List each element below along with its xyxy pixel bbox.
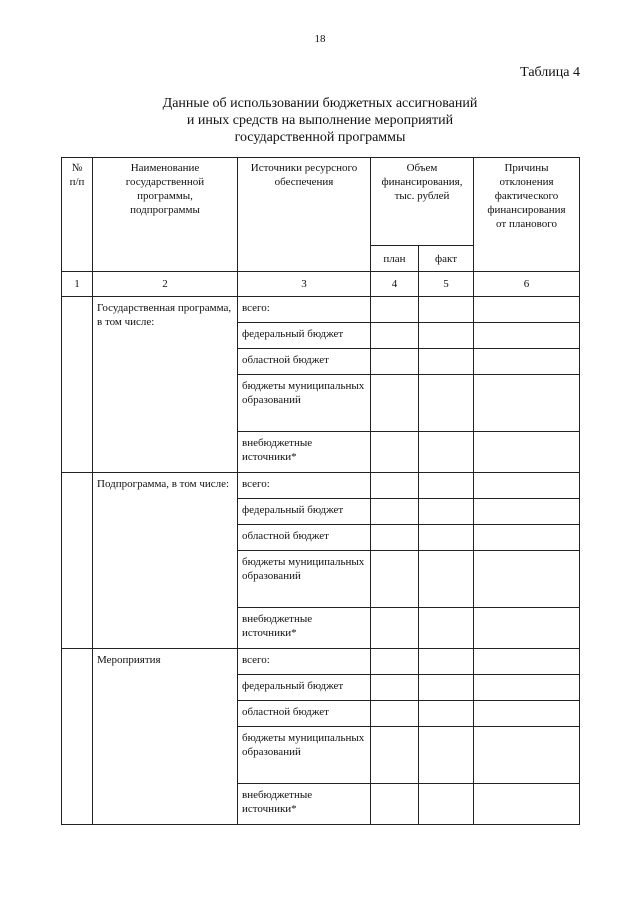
source-label: внебюджетные источники* (238, 784, 371, 825)
reason-cell[interactable] (474, 323, 580, 349)
plan-cell[interactable] (371, 608, 419, 649)
activities-name: Мероприятия (93, 649, 238, 825)
column-number: 5 (419, 272, 474, 297)
reason-cell[interactable] (474, 784, 580, 825)
header-plan: план (371, 246, 419, 272)
column-number: 6 (474, 272, 580, 297)
table-row (62, 297, 580, 323)
header-volume-label: Объем финансирования, тыс. рублей (381, 162, 463, 202)
source-label: федеральный бюджет (238, 675, 371, 701)
source-label: областной бюджет (238, 525, 371, 551)
header-fact: факт (419, 246, 474, 272)
header-sources (238, 158, 371, 272)
row-number-cell (62, 297, 93, 473)
fact-cell[interactable] (419, 784, 474, 825)
plan-cell[interactable] (371, 375, 419, 432)
header-number-label: № п/п (69, 162, 85, 188)
plan-cell[interactable] (371, 784, 419, 825)
row-number-cell (62, 649, 93, 825)
header-number (62, 158, 93, 272)
fact-cell[interactable] (419, 727, 474, 784)
column-number: 1 (62, 272, 93, 297)
header-row (62, 158, 580, 246)
reason-cell[interactable] (474, 473, 580, 499)
fact-cell[interactable] (419, 349, 474, 375)
plan-cell[interactable] (371, 297, 419, 323)
fact-cell[interactable] (419, 649, 474, 675)
reason-cell[interactable] (474, 701, 580, 727)
fact-cell[interactable] (419, 297, 474, 323)
page-number: 18 (314, 33, 326, 45)
title-line: государственной программы (234, 130, 406, 145)
header-reasons (474, 158, 580, 272)
header-sources-label: Источники ресурсного обеспечения (250, 162, 358, 188)
plan-cell[interactable] (371, 551, 419, 608)
plan-cell[interactable] (371, 473, 419, 499)
source-label: всего: (238, 297, 371, 323)
column-number: 3 (238, 272, 371, 297)
title-line: и иных средств на выполнение мероприятий (186, 113, 454, 128)
title-line: Данные об использовании бюджетных ассигнований (162, 96, 478, 111)
reason-cell[interactable] (474, 432, 580, 473)
source-label: областной бюджет (238, 349, 371, 375)
plan-cell[interactable] (371, 675, 419, 701)
program-name: Государственная программа, в том числе: (93, 297, 238, 473)
reason-cell[interactable] (474, 608, 580, 649)
column-number: 2 (93, 272, 238, 297)
plan-cell[interactable] (371, 701, 419, 727)
plan-cell[interactable] (371, 349, 419, 375)
plan-cell[interactable] (371, 499, 419, 525)
source-label: всего: (238, 473, 371, 499)
fact-cell[interactable] (419, 608, 474, 649)
source-label: бюджеты муниципальных образований (238, 727, 371, 784)
reason-cell[interactable] (474, 675, 580, 701)
reason-cell[interactable] (474, 349, 580, 375)
fact-cell[interactable] (419, 525, 474, 551)
fact-cell[interactable] (419, 675, 474, 701)
fact-cell[interactable] (419, 701, 474, 727)
header-name-label: Наименование государственной программы, подпрограммы (125, 162, 205, 216)
plan-cell[interactable] (371, 649, 419, 675)
reason-cell[interactable] (474, 375, 580, 432)
reason-cell[interactable] (474, 499, 580, 525)
reason-cell[interactable] (474, 551, 580, 608)
reason-cell[interactable] (474, 727, 580, 784)
fact-cell[interactable] (419, 499, 474, 525)
header-name (93, 158, 238, 272)
source-label: бюджеты муниципальных образований (238, 375, 371, 432)
header-volume (371, 158, 474, 246)
source-label: федеральный бюджет (238, 499, 371, 525)
table-row (62, 649, 580, 675)
source-label: федеральный бюджет (238, 323, 371, 349)
table-row (62, 473, 580, 499)
funding-table (61, 157, 580, 825)
source-label: областной бюджет (238, 701, 371, 727)
plan-cell[interactable] (371, 432, 419, 473)
plan-cell[interactable] (371, 727, 419, 784)
fact-cell[interactable] (419, 432, 474, 473)
header-reasons-label: Причины отклонения фактического финансирования от планового (487, 162, 566, 230)
subprogram-name: Подпрограмма, в том числе: (93, 473, 238, 649)
plan-cell[interactable] (371, 525, 419, 551)
source-label: внебюджетные источники* (238, 432, 371, 473)
source-label: всего: (238, 649, 371, 675)
reason-cell[interactable] (474, 649, 580, 675)
reason-cell[interactable] (474, 525, 580, 551)
fact-cell[interactable] (419, 473, 474, 499)
column-number: 4 (371, 272, 419, 297)
reason-cell[interactable] (474, 297, 580, 323)
fact-cell[interactable] (419, 551, 474, 608)
source-label: внебюджетные источники* (238, 608, 371, 649)
column-number-row (62, 272, 580, 297)
fact-cell[interactable] (419, 323, 474, 349)
row-number-cell (62, 473, 93, 649)
table-label: Таблица 4 (520, 65, 580, 80)
source-label: бюджеты муниципальных образований (238, 551, 371, 608)
plan-cell[interactable] (371, 323, 419, 349)
fact-cell[interactable] (419, 375, 474, 432)
document-title (0, 95, 640, 146)
